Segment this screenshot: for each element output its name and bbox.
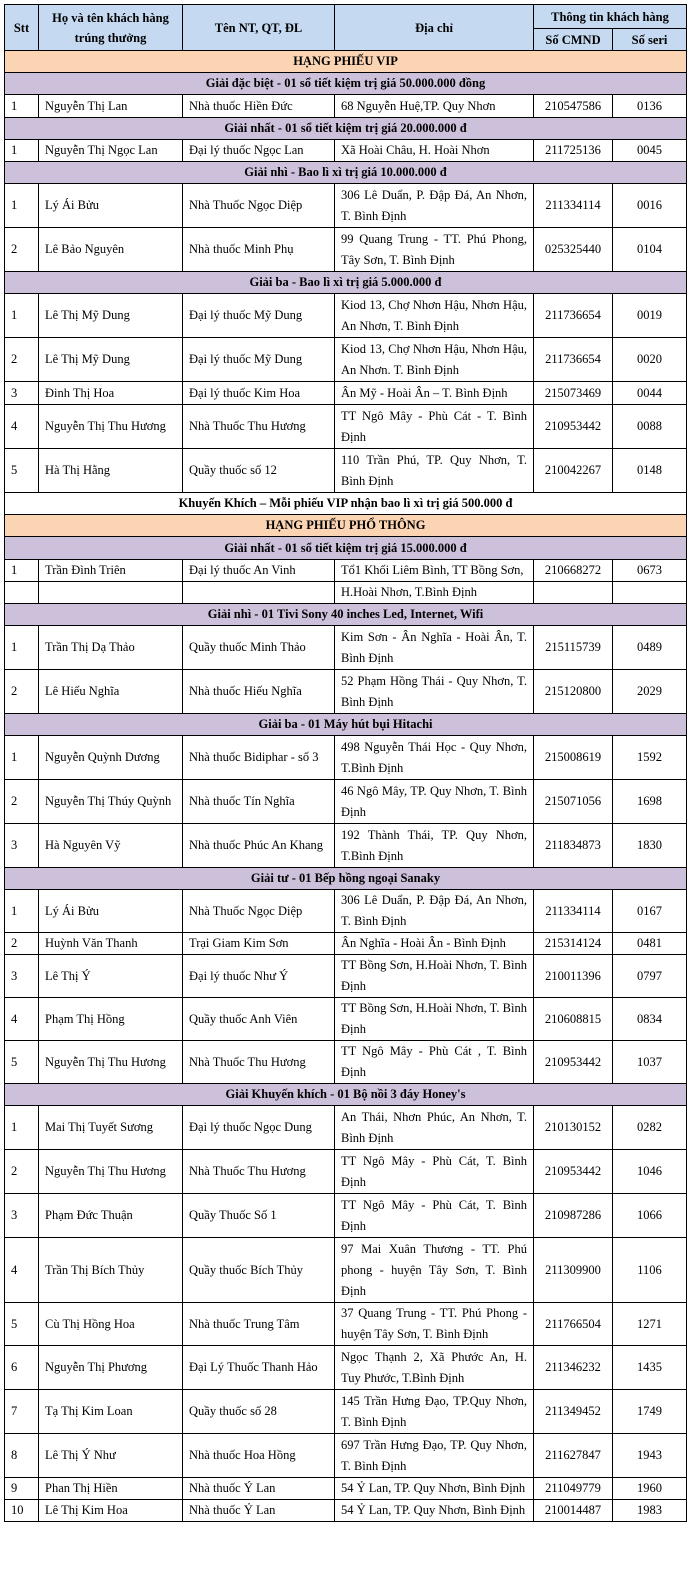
cell-id-number: 210608815 (534, 998, 613, 1041)
cell-shop-name: Quầy thuốc Bích Thủy (183, 1238, 335, 1303)
cell-customer-name: Nguyễn Thị Ngọc Lan (39, 140, 183, 162)
cell-stt: 2 (5, 1150, 39, 1194)
cell-stt: 1 (5, 95, 39, 118)
cell-serial: 1066 (613, 1194, 687, 1238)
cell-customer-name: Lê Thị Kim Hoa (39, 1500, 183, 1522)
cell-id-number: 210953442 (534, 1150, 613, 1194)
note-text: Khuyến Khích – Mỗi phiếu VIP nhận bao lì xì trị giá 500.000 đ (5, 493, 687, 515)
cell-customer-name: Phan Thị Hiền (39, 1478, 183, 1500)
cell-id-number: 215120800 (534, 670, 613, 714)
cell-serial: 0834 (613, 998, 687, 1041)
cell-stt: 1 (5, 736, 39, 780)
cell-customer-name: Mai Thị Tuyết Sương (39, 1106, 183, 1150)
cell-id-number: 211309900 (534, 1238, 613, 1303)
cell-shop-name: Nhà thuốc Phúc An Khang (183, 824, 335, 868)
cell-address: 697 Trần Hưng Đạo, TP. Quy Nhơn, T. Bình Định (335, 1434, 534, 1478)
cell-customer-name: Phạm Đức Thuận (39, 1194, 183, 1238)
cell-stt: 4 (5, 1238, 39, 1303)
table-row (5, 933, 687, 955)
table-row (5, 1390, 687, 1434)
cell-address: 46 Ngô Mây, TP. Quy Nhơn, T. Bình Định (335, 780, 534, 824)
prize-header-row (5, 868, 687, 890)
cell-stt: 4 (5, 998, 39, 1041)
cell-shop-name: Nhà Thuốc Thu Hương (183, 405, 335, 449)
prize-title: Giải ba - 01 Máy hút bụi Hitachi (5, 714, 687, 736)
cell-address: Ngọc Thạnh 2, Xã Phước An, H. Tuy Phước, T.Bình Định (335, 1346, 534, 1390)
cell-serial: 1106 (613, 1238, 687, 1303)
cell-stt: 8 (5, 1434, 39, 1478)
cell-address: 68 Nguyễn Huệ,TP. Quy Nhơn (335, 95, 534, 118)
cell-shop-name: Nhà Thuốc Ngọc Diệp (183, 890, 335, 933)
section-header-row (5, 515, 687, 537)
cell-id-number: 211736654 (534, 338, 613, 382)
cell-id-number: 210953442 (534, 1041, 613, 1084)
cell-address: 37 Quang Trung - TT. Phú Phong - huyện Tây Sơn, T. Bình Định (335, 1303, 534, 1346)
cell-address: TT Ngô Mây - Phù Cát, T. Bình Định (335, 1150, 534, 1194)
header-address: Địa chỉ (335, 5, 534, 51)
cell-shop-name: Quầy thuốc số 12 (183, 449, 335, 493)
cell-serial: 1698 (613, 780, 687, 824)
cell-id-number: 210547586 (534, 95, 613, 118)
table-row (5, 95, 687, 118)
cell-stt: 1 (5, 560, 39, 582)
cell-address: Xã Hoài Châu, H. Hoài Nhơn (335, 140, 534, 162)
cell-customer-name: Lê Thị Ý Như (39, 1434, 183, 1478)
cell-customer-name: Nguyễn Thị Thu Hương (39, 1150, 183, 1194)
header-shop-name: Tên NT, QT, ĐL (183, 5, 335, 51)
prize-title: Giải nhì - Bao lì xì trị giá 10.000.000 đ (5, 162, 687, 184)
cell-address: 52 Phạm Hồng Thái - Quy Nhơn, T. Bình Định (335, 670, 534, 714)
table-row (5, 1478, 687, 1500)
table-row (5, 736, 687, 780)
prize-header-row (5, 604, 687, 626)
cell-stt: 2 (5, 670, 39, 714)
cell-shop-name: Nhà thuốc Hiếu Nghĩa (183, 670, 335, 714)
cell-stt: 3 (5, 1194, 39, 1238)
cell-customer-name: Lê Thị Ý (39, 955, 183, 998)
cell-customer-name: Trần Đình Triên (39, 560, 183, 582)
cell-customer-name: Hà Nguyên Vỹ (39, 824, 183, 868)
cell-shop-name: Nhà thuốc Bidiphar - số 3 (183, 736, 335, 780)
cell-shop-name: Đại lý thuốc Ngọc Lan (183, 140, 335, 162)
cell-customer-name: Phạm Thị Hồng (39, 998, 183, 1041)
prize-header-row (5, 714, 687, 736)
cell-serial: 0016 (613, 184, 687, 228)
cell-customer-name: Trần Thị Bích Thủy (39, 1238, 183, 1303)
cell-serial: 1046 (613, 1150, 687, 1194)
cell-serial: 0136 (613, 95, 687, 118)
cell-address: Ân Nghĩa - Hoài Ân - Bình Định (335, 933, 534, 955)
cell-id-number: 211766504 (534, 1303, 613, 1346)
cell-serial: 0088 (613, 405, 687, 449)
cell-id-number: 215008619 (534, 736, 613, 780)
table-row (5, 1194, 687, 1238)
prize-title: Giải đặc biệt - 01 sổ tiết kiệm trị giá 50.000.000 đồng (5, 73, 687, 95)
cell-shop-name: Quầy thuốc số 28 (183, 1390, 335, 1434)
cell-address: Kiod 13, Chợ Nhơn Hậu, Nhơn Hậu, An Nhơn. T. Bình Định (335, 338, 534, 382)
cell-serial: 0797 (613, 955, 687, 998)
cell-shop-name: Nhà thuốc Ý Lan (183, 1478, 335, 1500)
cell-address: 54 Ỷ Lan, TP. Quy Nhơn, Bình Định (335, 1478, 534, 1500)
cell-address: 99 Quang Trung - TT. Phú Phong, Tây Sơn, T. Bình Định (335, 228, 534, 272)
cell-stt: 3 (5, 824, 39, 868)
cell-id-number: 215073469 (534, 382, 613, 405)
cell-id-number: 215071056 (534, 780, 613, 824)
cell-serial: 0044 (613, 382, 687, 405)
cell-shop-name: Đại lý thuốc An Vinh (183, 560, 335, 582)
cell-customer-name: Nguyễn Thị Phương (39, 1346, 183, 1390)
table-row (5, 1303, 687, 1346)
cell-address: 97 Mai Xuân Thương - TT. Phú phong - huyện Tây Sơn, T. Bình Định (335, 1238, 534, 1303)
cell-serial: 1037 (613, 1041, 687, 1084)
prize-title: Giải nhất - 01 sổ tiết kiệm trị giá 15.000.000 đ (5, 537, 687, 560)
cell-id-number: 215314124 (534, 933, 613, 955)
table-row (5, 1238, 687, 1303)
cell-stt: 5 (5, 1041, 39, 1084)
cell-serial: 1435 (613, 1346, 687, 1390)
cell-serial: 0104 (613, 228, 687, 272)
table-row (5, 449, 687, 493)
cell-id-number: 210014487 (534, 1500, 613, 1522)
header-customer-name: Họ và tên khách hàng trúng thưởng (39, 5, 183, 51)
cell-customer-name: Nguyễn Thị Thu Hương (39, 1041, 183, 1084)
cell-shop-name: Trại Giam Kim Sơn (183, 933, 335, 955)
cell-customer-name: Cù Thị Hồng Hoa (39, 1303, 183, 1346)
cell-stt: 2 (5, 338, 39, 382)
cell-id-number (534, 582, 613, 604)
prize-header-row (5, 162, 687, 184)
cell-serial: 0282 (613, 1106, 687, 1150)
winners-table-body (5, 51, 687, 1522)
cell-address: TT Ngô Mây - Phù Cát, T. Bình Định (335, 1194, 534, 1238)
cell-address: TT Ngô Mây - Phù Cát , T. Bình Định (335, 1041, 534, 1084)
cell-serial: 1983 (613, 1500, 687, 1522)
cell-serial: 0045 (613, 140, 687, 162)
cell-stt: 10 (5, 1500, 39, 1522)
cell-serial: 1271 (613, 1303, 687, 1346)
note-row (5, 493, 687, 515)
cell-id-number: 211627847 (534, 1434, 613, 1478)
header-id-number: Số CMND (534, 29, 613, 51)
table-row (5, 405, 687, 449)
cell-id-number: 210668272 (534, 560, 613, 582)
cell-stt: 1 (5, 294, 39, 338)
table-row (5, 824, 687, 868)
cell-id-number: 211834873 (534, 824, 613, 868)
prize-header-row (5, 73, 687, 95)
cell-customer-name: Tạ Thị Kim Loan (39, 1390, 183, 1434)
cell-customer-name: Nguyễn Thị Thu Hương (39, 405, 183, 449)
cell-stt: 1 (5, 140, 39, 162)
cell-stt (5, 582, 39, 604)
winners-table-container (4, 4, 686, 1522)
cell-serial: 0020 (613, 338, 687, 382)
cell-address: An Thái, Nhơn Phúc, An Nhơn, T. Bình Định (335, 1106, 534, 1150)
cell-address: Kiod 13, Chợ Nhơn Hậu, Nhơn Hậu, An Nhơn, T. Bình Định (335, 294, 534, 338)
cell-stt: 2 (5, 228, 39, 272)
cell-stt: 2 (5, 780, 39, 824)
table-row (5, 998, 687, 1041)
cell-customer-name: Nguyễn Thị Lan (39, 95, 183, 118)
cell-id-number: 211346232 (534, 1346, 613, 1390)
table-row (5, 780, 687, 824)
cell-address: TT Ngô Mây - Phù Cát - T. Bình Định (335, 405, 534, 449)
cell-id-number: 211736654 (534, 294, 613, 338)
prize-header-row (5, 272, 687, 294)
table-row (5, 582, 687, 604)
cell-shop-name: Nhà thuốc Tín Nghĩa (183, 780, 335, 824)
prize-header-row (5, 537, 687, 560)
cell-shop-name: Đại lý thuốc Ngọc Dung (183, 1106, 335, 1150)
cell-serial: 0481 (613, 933, 687, 955)
cell-shop-name: Nhà Thuốc Ngọc Diệp (183, 184, 335, 228)
table-row (5, 140, 687, 162)
cell-customer-name: Lê Thị Mỹ Dung (39, 338, 183, 382)
cell-serial: 1749 (613, 1390, 687, 1434)
cell-id-number: 211334114 (534, 890, 613, 933)
cell-customer-name: Lê Bảo Nguyên (39, 228, 183, 272)
cell-id-number: 211725136 (534, 140, 613, 162)
table-row (5, 670, 687, 714)
cell-customer-name: Trần Thị Dạ Thảo (39, 626, 183, 670)
cell-serial: 1960 (613, 1478, 687, 1500)
section-header-row (5, 51, 687, 73)
cell-shop-name (183, 582, 335, 604)
table-row (5, 338, 687, 382)
table-row (5, 1434, 687, 1478)
cell-customer-name: Nguyễn Quỳnh Dương (39, 736, 183, 780)
cell-address: 110 Trần Phú, TP. Quy Nhơn, T. Bình Định (335, 449, 534, 493)
header-customer-info: Thông tin khách hàng (534, 5, 687, 29)
cell-address: TT Bồng Sơn, H.Hoài Nhơn, T. Bình Định (335, 955, 534, 998)
cell-shop-name: Nhà thuốc Hoa Hồng (183, 1434, 335, 1478)
cell-serial: 0167 (613, 890, 687, 933)
cell-customer-name: Huỳnh Văn Thanh (39, 933, 183, 955)
cell-address: TT Bồng Sơn, H.Hoài Nhơn, T. Bình Định (335, 998, 534, 1041)
cell-address: Tổ1 Khối Liêm Bình, TT Bồng Sơn, (335, 560, 534, 582)
cell-stt: 9 (5, 1478, 39, 1500)
cell-id-number: 211334114 (534, 184, 613, 228)
cell-customer-name: Nguyễn Thị Thúy Quỳnh (39, 780, 183, 824)
cell-id-number: 210953442 (534, 405, 613, 449)
prize-title: Giải nhất - 01 sổ tiết kiệm trị giá 20.000.000 đ (5, 118, 687, 140)
cell-customer-name: Đinh Thị Hoa (39, 382, 183, 405)
table-row (5, 955, 687, 998)
cell-id-number: 215115739 (534, 626, 613, 670)
cell-stt: 1 (5, 184, 39, 228)
table-row (5, 1106, 687, 1150)
cell-shop-name: Đại lý thuốc Mỹ Dung (183, 294, 335, 338)
cell-shop-name: Quầy thuốc Minh Thảo (183, 626, 335, 670)
table-row (5, 560, 687, 582)
table-row (5, 184, 687, 228)
cell-shop-name: Quầy thuốc Anh Viên (183, 998, 335, 1041)
cell-stt: 5 (5, 1303, 39, 1346)
cell-address: Ân Mỹ - Hoài Ân – T. Bình Định (335, 382, 534, 405)
cell-shop-name: Nhà thuốc Ỷ Lan (183, 1500, 335, 1522)
cell-shop-name: Nhà thuốc Hiền Đức (183, 95, 335, 118)
cell-address: 54 Ỷ Lan, TP. Quy Nhơn, Bình Định (335, 1500, 534, 1522)
cell-stt: 3 (5, 955, 39, 998)
prize-title: Giải nhì - 01 Tivi Sony 40 inches Led, Internet, Wifi (5, 604, 687, 626)
cell-id-number: 025325440 (534, 228, 613, 272)
prize-title: Giải Khuyến khích - 01 Bộ nồi 3 đáy Honey's (5, 1084, 687, 1106)
table-row (5, 294, 687, 338)
prize-title: Giải ba - Bao lì xì trị giá 5.000.000 đ (5, 272, 687, 294)
prize-header-row (5, 1084, 687, 1106)
table-row (5, 382, 687, 405)
cell-serial: 1943 (613, 1434, 687, 1478)
cell-stt: 6 (5, 1346, 39, 1390)
cell-address: H.Hoài Nhơn, T.Bình Định (335, 582, 534, 604)
table-row (5, 1346, 687, 1390)
prize-header-row (5, 118, 687, 140)
cell-shop-name: Đại lý thuốc Kim Hoa (183, 382, 335, 405)
table-row (5, 1150, 687, 1194)
cell-stt: 7 (5, 1390, 39, 1434)
cell-address: 192 Thành Thái, TP. Quy Nhơn, T.Bình Định (335, 824, 534, 868)
cell-stt: 1 (5, 890, 39, 933)
prize-title: Giải tư - 01 Bếp hồng ngoại Sanaky (5, 868, 687, 890)
cell-serial: 1830 (613, 824, 687, 868)
table-row (5, 228, 687, 272)
cell-customer-name: Lê Hiếu Nghĩa (39, 670, 183, 714)
cell-serial: 0148 (613, 449, 687, 493)
cell-address: 306 Lê Duẩn, P. Đập Đá, An Nhơn, T. Bình Định (335, 890, 534, 933)
cell-stt: 1 (5, 626, 39, 670)
cell-id-number: 210011396 (534, 955, 613, 998)
cell-stt: 1 (5, 1106, 39, 1150)
cell-shop-name: Nhà thuốc Trung Tâm (183, 1303, 335, 1346)
cell-shop-name: Nhà Thuốc Thu Hương (183, 1041, 335, 1084)
cell-customer-name: Lý Ái Bửu (39, 890, 183, 933)
table-row (5, 626, 687, 670)
cell-address: 498 Nguyễn Thái Học - Quy Nhơn, T.Bình Định (335, 736, 534, 780)
header-serial: Số seri (613, 29, 687, 51)
cell-address: Kim Sơn - Ân Nghĩa - Hoài Ân, T. Bình Định (335, 626, 534, 670)
section-title: HẠNG PHIẾU VIP (5, 51, 687, 73)
cell-customer-name (39, 582, 183, 604)
cell-customer-name: Lê Thị Mỹ Dung (39, 294, 183, 338)
winners-table (4, 4, 687, 1522)
cell-shop-name: Đại Lý Thuốc Thanh Hảo (183, 1346, 335, 1390)
cell-customer-name: Lý Ái Bửu (39, 184, 183, 228)
cell-serial: 0489 (613, 626, 687, 670)
cell-id-number: 211049779 (534, 1478, 613, 1500)
cell-address: 145 Trần Hưng Đạo, TP.Quy Nhơn, T. Bình Định (335, 1390, 534, 1434)
cell-stt: 5 (5, 449, 39, 493)
cell-serial: 0673 (613, 560, 687, 582)
table-row (5, 1500, 687, 1522)
cell-address: 306 Lê Duẩn, P. Đập Đá, An Nhơn, T. Bình Định (335, 184, 534, 228)
table-row (5, 1041, 687, 1084)
cell-shop-name: Quầy Thuốc Số 1 (183, 1194, 335, 1238)
cell-stt: 3 (5, 382, 39, 405)
header-stt: Stt (5, 5, 39, 51)
cell-stt: 2 (5, 933, 39, 955)
cell-customer-name: Hà Thị Hằng (39, 449, 183, 493)
cell-shop-name: Nhà thuốc Minh Phụ (183, 228, 335, 272)
cell-serial: 0019 (613, 294, 687, 338)
table-row (5, 890, 687, 933)
cell-serial: 2029 (613, 670, 687, 714)
cell-id-number: 210042267 (534, 449, 613, 493)
cell-shop-name: Đại lý thuốc Mỹ Dung (183, 338, 335, 382)
cell-id-number: 210130152 (534, 1106, 613, 1150)
cell-serial (613, 582, 687, 604)
cell-id-number: 210987286 (534, 1194, 613, 1238)
cell-stt: 4 (5, 405, 39, 449)
cell-shop-name: Nhà Thuốc Thu Hương (183, 1150, 335, 1194)
cell-serial: 1592 (613, 736, 687, 780)
cell-id-number: 211349452 (534, 1390, 613, 1434)
section-title: HẠNG PHIẾU PHỔ THÔNG (5, 515, 687, 537)
cell-shop-name: Đại lý thuốc Như Ý (183, 955, 335, 998)
